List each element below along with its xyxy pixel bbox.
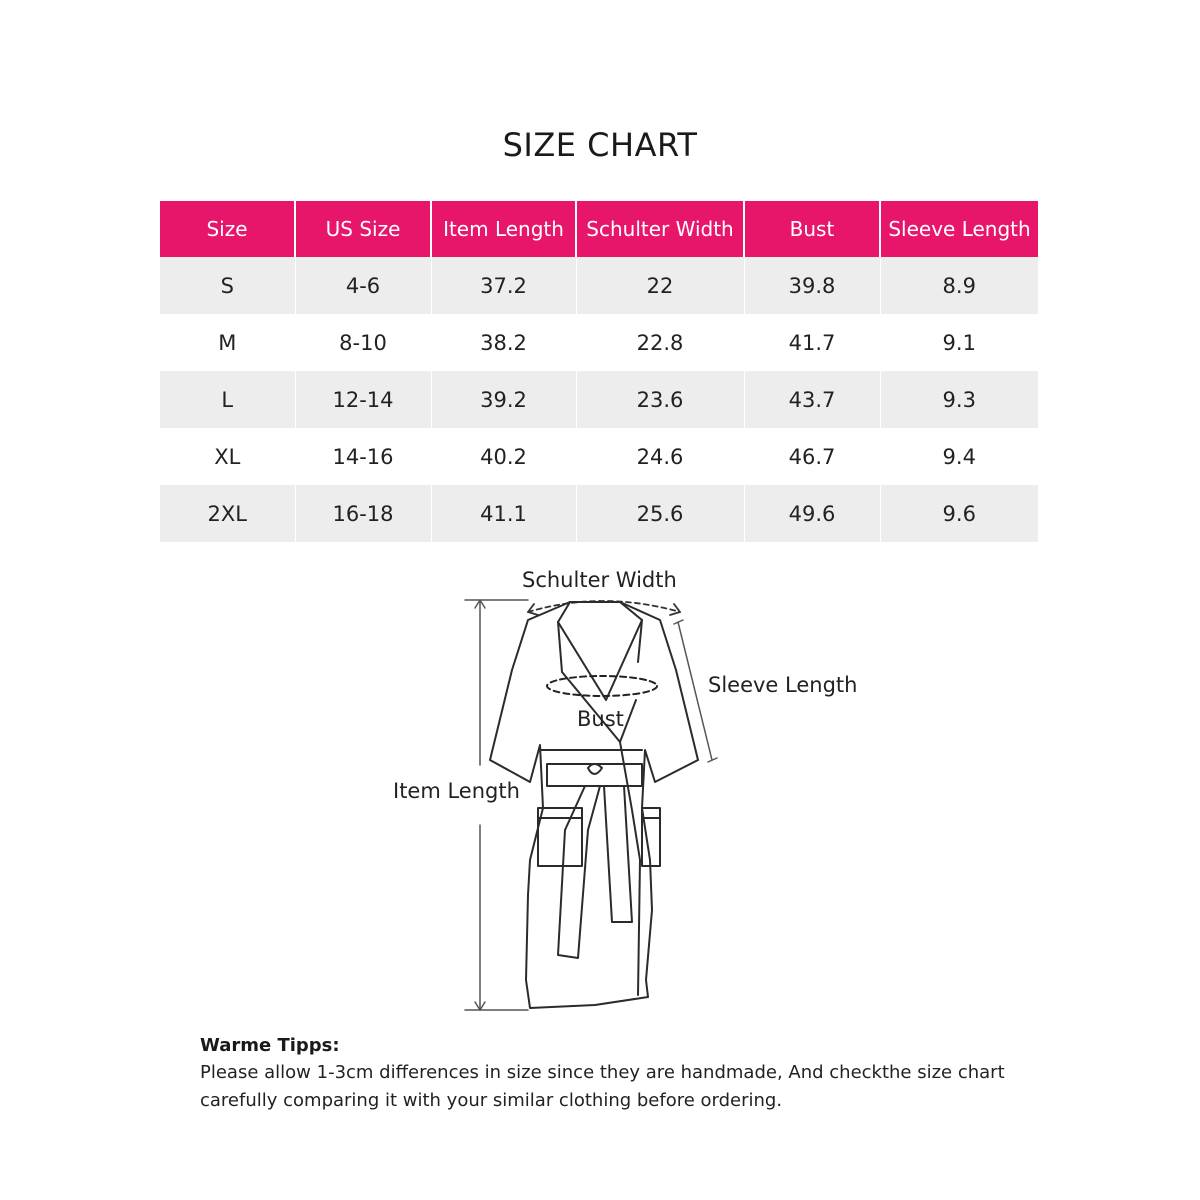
cell-sleeve-length: 9.3 — [880, 371, 1038, 428]
cell-size: 2XL — [160, 485, 295, 542]
cell-us-size: 12-14 — [295, 371, 431, 428]
cell-bust: 43.7 — [744, 371, 880, 428]
cell-size: S — [160, 257, 295, 314]
page-title: SIZE CHART — [502, 126, 698, 164]
cell-schulter-width: 24.6 — [576, 428, 744, 485]
cell-us-size: 16-18 — [295, 485, 431, 542]
cell-bust: 39.8 — [744, 257, 880, 314]
cell-bust: 41.7 — [744, 314, 880, 371]
cell-schulter-width: 22.8 — [576, 314, 744, 371]
cell-item-length: 37.2 — [431, 257, 576, 314]
cell-item-length: 40.2 — [431, 428, 576, 485]
cell-bust: 46.7 — [744, 428, 880, 485]
label-bust: Bust — [577, 707, 624, 731]
cell-item-length: 39.2 — [431, 371, 576, 428]
cell-sleeve-length: 9.4 — [880, 428, 1038, 485]
table-header-row — [160, 201, 1038, 257]
header-us-size: US Size — [295, 201, 431, 257]
table-row — [160, 485, 1038, 542]
item-length-measure — [465, 600, 528, 1010]
header-schulter-width: Schulter Width — [576, 201, 744, 257]
tips-title: Warme Tipps: — [200, 1035, 340, 1056]
cell-us-size: 14-16 — [295, 428, 431, 485]
table-row — [160, 428, 1038, 485]
cell-schulter-width: 25.6 — [576, 485, 744, 542]
cell-us-size: 8-10 — [295, 314, 431, 371]
cell-bust: 49.6 — [744, 485, 880, 542]
table-row — [160, 314, 1038, 371]
table-row — [160, 257, 1038, 314]
label-item-length: Item Length — [393, 779, 520, 803]
tips-body: Please allow 1-3cm differences in size since they are handmade, And checkthe size chart carefully comparing it with your similar clothing before ordering. — [200, 1062, 1005, 1111]
label-sleeve-length: Sleeve Length — [708, 673, 858, 697]
label-schulter-width: Schulter Width — [522, 568, 677, 592]
cell-us-size: 4-6 — [295, 257, 431, 314]
cell-schulter-width: 22 — [576, 257, 744, 314]
header-size: Size — [160, 201, 295, 257]
cell-size: M — [160, 314, 295, 371]
table-row — [160, 371, 1038, 428]
cell-sleeve-length: 9.6 — [880, 485, 1038, 542]
size-chart-table — [160, 201, 1038, 542]
cell-item-length: 41.1 — [431, 485, 576, 542]
header-sleeve-length: Sleeve Length — [880, 201, 1038, 257]
cell-size: XL — [160, 428, 295, 485]
shoulder-measure — [528, 601, 680, 615]
cell-sleeve-length: 9.1 — [880, 314, 1038, 371]
header-item-length: Item Length — [431, 201, 576, 257]
cell-schulter-width: 23.6 — [576, 371, 744, 428]
cell-size: L — [160, 371, 295, 428]
cell-sleeve-length: 8.9 — [880, 257, 1038, 314]
cell-item-length: 38.2 — [431, 314, 576, 371]
header-bust: Bust — [744, 201, 880, 257]
robe-measurement-diagram — [380, 560, 900, 1030]
